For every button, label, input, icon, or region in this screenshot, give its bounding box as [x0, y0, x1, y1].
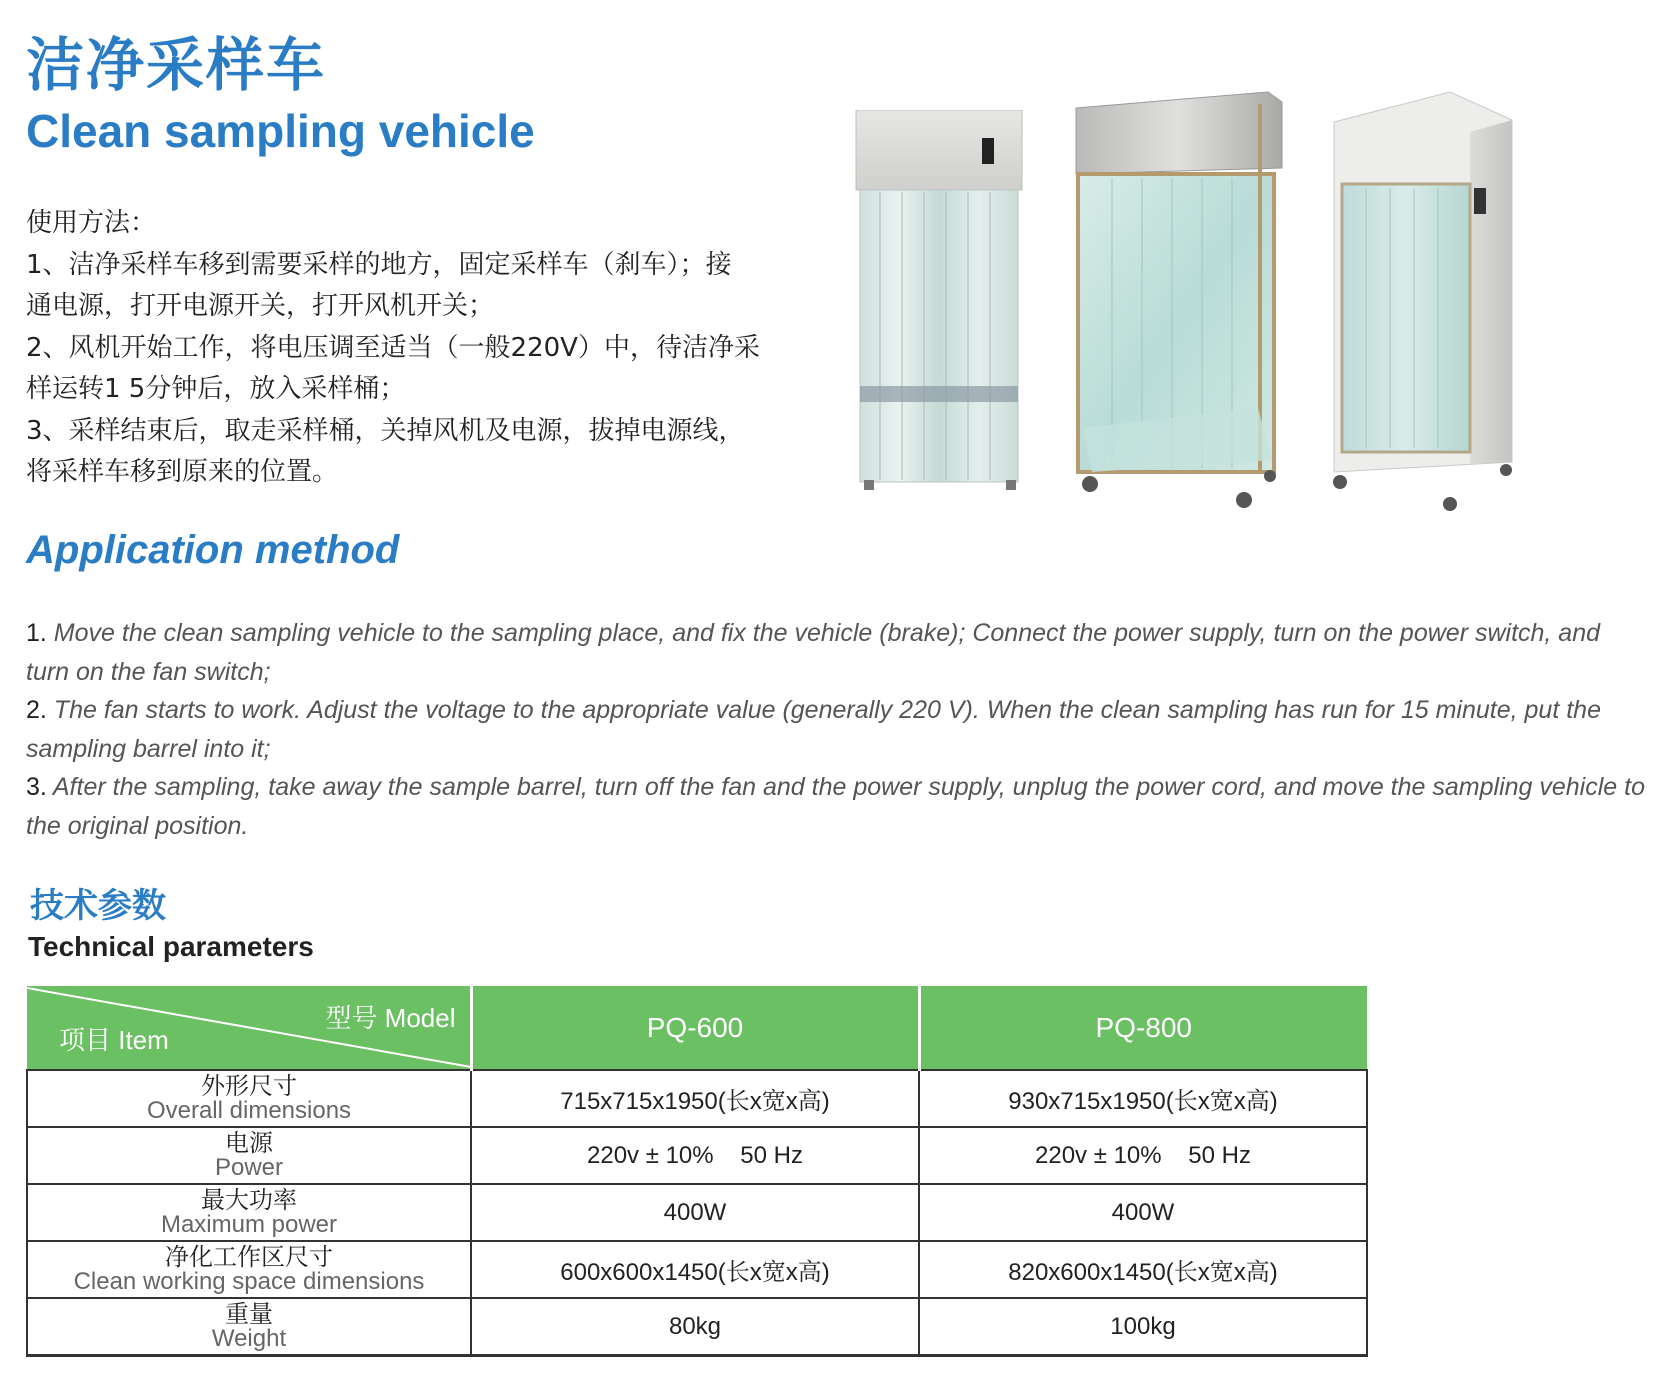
product-photo-pq-enclosed [1330, 92, 1540, 522]
model-header: PQ-600 [471, 986, 919, 1070]
spec-label-cell [27, 1070, 471, 1127]
spec-label-cell [27, 1241, 471, 1298]
spec-label-cell [27, 1127, 471, 1184]
spec-row [27, 1127, 1367, 1184]
usage-line: 将采样车移到原来的位置。 [26, 457, 339, 487]
product-photo-pq-framed [1072, 88, 1292, 528]
spec-label-en: Power [214, 1153, 284, 1181]
corner-model-label: 型号 Model [325, 1003, 456, 1033]
product-photos [850, 88, 1610, 548]
spec-value: 930x715x1950(长x宽x高) [919, 1070, 1367, 1127]
spec-value: 100kg [919, 1298, 1367, 1356]
spec-label-cn: 外形尺寸 [201, 1072, 297, 1100]
spec-header-row [27, 986, 1367, 1070]
spec-value: 220v ± 10% 50 Hz [471, 1127, 919, 1184]
product-photo-pq-compact [850, 110, 1030, 510]
spec-row [27, 1298, 1367, 1356]
spec-row [27, 1184, 1367, 1241]
spec-label-cn: 最大功率 [201, 1186, 297, 1214]
spec-label-cn: 电源 [225, 1129, 273, 1157]
spec-value: 600x600x1450(长x宽x高) [471, 1241, 919, 1298]
step-number: 1. [26, 619, 47, 647]
technical-title-en: Technical parameters [28, 931, 314, 962]
corner-header-cell [27, 986, 471, 1070]
spec-label-en: Maximum power [160, 1210, 338, 1238]
spec-value: 80kg [471, 1298, 919, 1356]
page-title-en: Clean sampling vehicle [26, 105, 535, 157]
application-method-title: Application method [26, 528, 400, 572]
usage-line: 1、洁净采样车移到需要采样的地方，固定采样车（刹车）；接 [26, 249, 732, 280]
spec-label-cn: 重量 [225, 1300, 273, 1328]
usage-line: 通电源，打开电源开关，打开风机开关； [26, 291, 495, 321]
spec-row [27, 1241, 1367, 1298]
spec-value: 820x600x1450(长x宽x高) [919, 1241, 1367, 1298]
spec-value: 400W [471, 1184, 919, 1241]
application-step [26, 691, 1646, 768]
spec-label-en: Clean working space dimensions [73, 1267, 425, 1295]
step-text: After the sampling, take away the sample barrel, turn off the fan and the power supply, unplug the power cord, and move the sampling vehicle to the original position. [26, 773, 1645, 840]
spec-table [26, 986, 1368, 1357]
spec-label-en: Overall dimensions [146, 1096, 352, 1124]
usage-instructions-cn [26, 203, 816, 494]
application-step [26, 768, 1646, 845]
usage-line: 2、风机开始工作，将电压调至适当（一般220V）中，待洁净采 [26, 332, 760, 363]
spec-label-en: Weight [211, 1324, 287, 1352]
page-title-cn: 洁净采样车 [26, 31, 327, 99]
application-method-list [26, 614, 1646, 845]
step-text: The fan starts to work. Adjust the voltage to the appropriate value (generally 220 V). When the clean sampling has run for 15 minute, put the sampling barrel into it; [26, 696, 1601, 763]
step-number: 2. [26, 696, 47, 724]
corner-item-label: 项目 Item [59, 1025, 169, 1055]
spec-row [27, 1070, 1367, 1127]
application-step [26, 614, 1646, 691]
spec-value: 715x715x1950(长x宽x高) [471, 1070, 919, 1127]
model-header: PQ-800 [919, 986, 1367, 1070]
technical-title-cn: 技术参数 [30, 886, 166, 926]
usage-heading: 使用方法： [26, 208, 157, 238]
step-text: Move the clean sampling vehicle to the sampling place, and fix the vehicle (brake); Connect the power supply, turn on the power switch, and turn on the fan switch; [26, 619, 1601, 686]
step-number: 3. [26, 773, 47, 801]
spec-label-cell [27, 1184, 471, 1241]
usage-line: 样运转1 5分钟后，放入采样桶； [26, 374, 406, 404]
spec-value: 220v ± 10% 50 Hz [919, 1127, 1367, 1184]
spec-label-cn: 净化工作区尺寸 [165, 1243, 333, 1271]
spec-value: 400W [919, 1184, 1367, 1241]
usage-line: 3、采样结束后，取走采样桶，关掉风机及电源，拔掉电源线， [26, 415, 745, 446]
spec-label-cell [27, 1298, 471, 1356]
